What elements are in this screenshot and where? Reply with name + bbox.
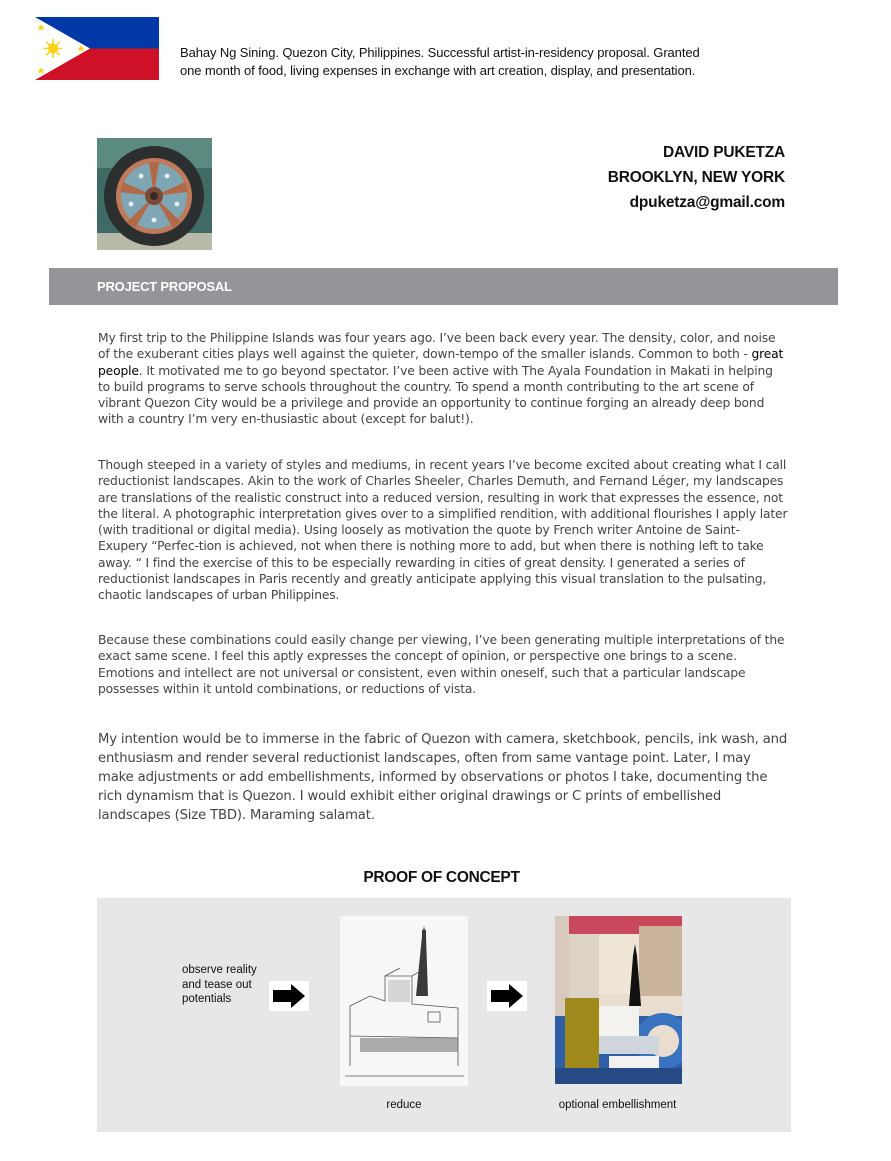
arrow-right-icon [269, 981, 309, 1011]
section-title: PROJECT PROPOSAL [97, 279, 232, 294]
wheel-photo [97, 138, 212, 250]
embellishment-image [555, 916, 682, 1084]
reduce-caption: reduce [386, 1099, 422, 1111]
section-bar [49, 268, 838, 305]
highlight-great-people: great people [98, 347, 784, 378]
contact-name: DAVID PUKETZA [663, 144, 785, 161]
paragraph-intention: My intention would be to immerse in the fabric of Quezon with camera, sketchbook, pencils, ink wash, and enthusiasm and render several reductionist landscapes, often from same vantage point. Later, I may make adjustments or add embellishments, informed by observations or photos I take, documenting the rich dynamism that is Quezon. I would exhibit either original drawings or C prints of embellished landscapes (Size TBD). Maraming salamat. [98, 732, 788, 823]
embellish-caption: optional embellishment [558, 1099, 677, 1111]
observe-label: observe reality and tease out potentials [182, 964, 257, 1005]
proof-title: PROOF OF CONCEPT [363, 869, 520, 886]
contact-email[interactable]: dpuketza@gmail.com [629, 194, 785, 211]
paragraph-intro-part1: My first trip to the Philippine Islands was four years ago. I’ve been back every year. The density, color, and noise of the exuberant cities plays well against the quieter, down-tempo of the smaller islands. Common to both - [98, 331, 776, 362]
arrow-right-icon [487, 981, 527, 1011]
paragraph-intro-part2: . It motivated me to go beyond spectator. I’ve been active with The Ayala Foundation in Makati in helping to build programs to serve schools throughout the country. To spend a month contributing to the art scene of vibrant Quezon City would be a privilege and provide an opportunity to continue forging an already deep bond with a country I’m very en-thusiastic about (except for balut!). [98, 363, 773, 427]
header-note [180, 44, 780, 80]
header-note-line1: Bahay Ng Sining. Quezon City, Philippines. Successful artist-in-residency proposal. Granted [180, 45, 700, 60]
paragraph-intro [98, 330, 788, 428]
contact-block [608, 140, 785, 215]
paragraph-style: Though steeped in a variety of styles and mediums, in recent years I’ve become excited about creating what I call reductionist landscapes. Akin to the work of Charles Sheeler, Charles Demuth, and Fernand Léger, my landscapes are translations of the realistic construct into a reduced version, resulting in work that expresses the essence, not the literal. A photographic interpretation gives over to a simplified rendition, with additional flourishes I apply later (with traditional or digital media). Using loosely as motivation the quote by French writer Antoine de Saint-Exupery “Perfec-tion is achieved, not when there is nothing more to add, but when there is nothing left to take away. “ I find the exercise of this to be especially rewarding in cities of great density. I generated a series of reductionist landscapes in Paris recently and greatly anticipate applying this visual translation to the pulsating, chaotic landscapes of urban Philippines. [98, 458, 788, 603]
contact-location: BROOKLYN, NEW YORK [607, 169, 785, 186]
header-note-line2: one month of food, living expenses in exchange with art creation, display, and presentation. [180, 63, 696, 78]
reduce-sketch-image [340, 916, 468, 1086]
paragraph-combinations: Because these combinations could easily change per viewing, I’ve been generating multiple interpretations of the exact same scene. I feel this aptly expresses the concept of opinion, or perspective one brings to a scene. Emotions and intellect are not universal or consistent, even within oneself, such that a particular landscape possesses within it untold combinations, or reductions of vista. [98, 633, 785, 696]
philippine-flag-icon [35, 17, 159, 80]
